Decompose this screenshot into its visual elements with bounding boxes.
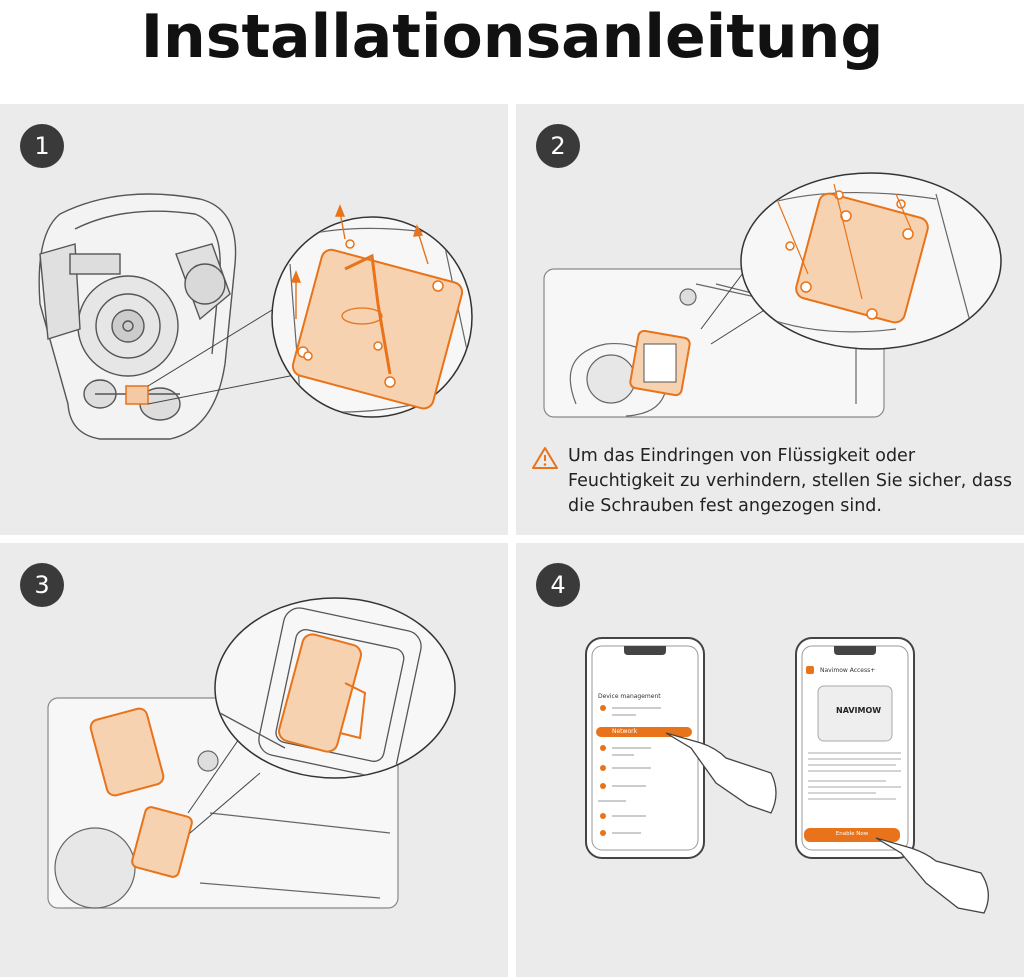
step-1-panel (0, 104, 508, 535)
device-management-label: Device management (598, 693, 661, 700)
step-3-illustration (0, 543, 508, 977)
warning-triangle-icon (532, 446, 558, 470)
step-1-illustration (0, 104, 508, 535)
step-4-illustration (516, 543, 1024, 977)
step-3-panel (0, 543, 508, 977)
network-label: Network (612, 728, 638, 735)
navimow-brand: NAVIMOW (836, 706, 882, 715)
warning-text: Um das Eindringen von Flüssigkeit oder Feuchtigkeit zu verhindern, stellen Sie sicher, dass die Schrauben fest angezogen sind. (568, 446, 1012, 516)
step-1-badge: 1 (20, 124, 64, 168)
cover-plate-small (126, 386, 148, 404)
network-menu-item (596, 727, 692, 737)
navimow-access-header: Navimow Access+ (820, 667, 876, 674)
step-2-badge: 2 (536, 124, 580, 168)
step-3-badge: 3 (20, 563, 64, 607)
page-title: Installationsanleitung (140, 2, 884, 72)
step-4-badge: 4 (536, 563, 580, 607)
enable-now-button[interactable]: Enable Now (835, 831, 869, 837)
step-4-panel (516, 543, 1024, 977)
